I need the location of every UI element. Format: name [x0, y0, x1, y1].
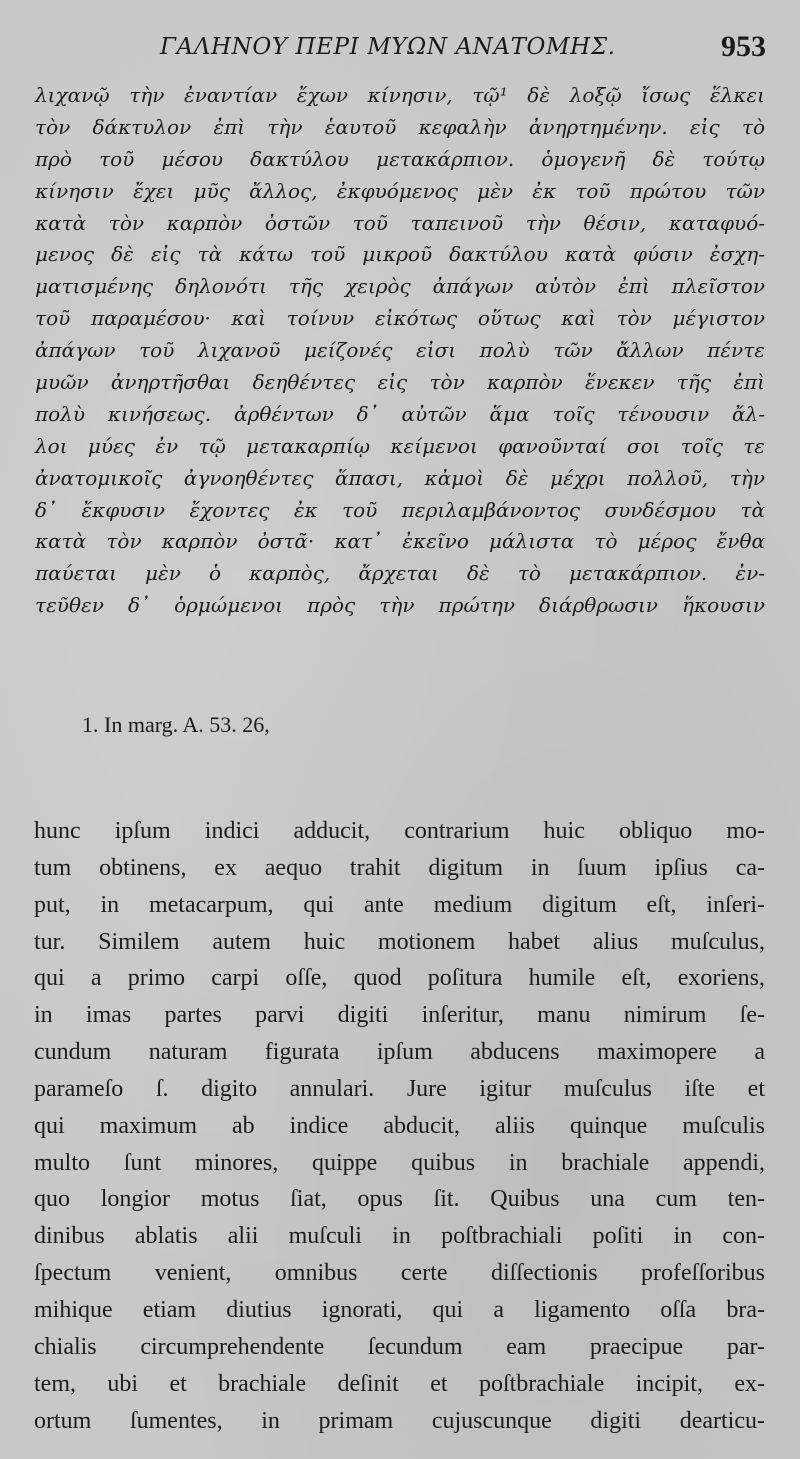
- latin-line: chialis circumprehendente ſecundum eam praecipue par-: [34, 1333, 765, 1360]
- latin-line: tur. Similem autem huic motionem habet alius muſculus,: [34, 928, 765, 955]
- latin-line: quo longior motus ſiat, opus ſit. Quibus una cum ten-: [34, 1186, 765, 1213]
- greek-line: λιχανῷ τὴν ἐναντίαν ἔχων κίνησιν, τῷ¹ δὲ λοξῷ ἴσως ἕλκει: [35, 83, 765, 107]
- greek-line: παύεται μὲν ὁ καρπὸς, ἄρχεται δὲ τὸ μετακάρπιον. ἐν-: [35, 561, 765, 586]
- greek-line: πολὺ κινήσεως. ἀρθέντων δ᾽ αὐτῶν ἅμα τοῖς τένουσιν ἄλ-: [35, 401, 765, 426]
- greek-line: κατὰ τὸν καρπὸν ὀστῶν τοῦ ταπεινοῦ τὴν θέσιν, καταφυό-: [35, 210, 765, 235]
- latin-line: ſpectum venient, omnibus certe diſſectionis profeſſoribus: [34, 1260, 765, 1287]
- latin-line: hunc ipſum indici adducit, contrarium huic obliquo mo-: [34, 818, 765, 844]
- footnote: 1. In marg. A. 53. 26,: [82, 712, 270, 737]
- latin-line: qui maximum ab indice abducit, aliis quinque muſculis: [34, 1112, 765, 1139]
- greek-line: ματισμένης δηλονότι τῆς χειρὸς ἀπάγων αὐτὸν ἐπὶ πλεῖστον: [35, 274, 765, 299]
- latin-line: ortum ſumentes, in primam cujuscunque digiti dearticu-: [34, 1407, 765, 1434]
- greek-line: πρὸ τοῦ μέσου δακτύλου μετακάρπιον. ὁμογενῆ δὲ τούτῳ: [35, 146, 765, 171]
- greek-line: κίνησιν ἔχει μῦς ἄλλος, ἐκφυόμενος μὲν ἐκ τοῦ πρώτου τῶν: [35, 178, 765, 203]
- page-number: 953: [721, 30, 766, 63]
- greek-line: ἀπάγων τοῦ λιχανοῦ μείζονές εἰσι πολὺ τῶν ἄλλων πέντε: [35, 338, 765, 363]
- greek-line: κατὰ τὸν καρπὸν ὀστᾶ· κατ᾽ ἐκεῖνο μάλιστα τὸ μέρος ἔνθα: [35, 529, 765, 554]
- latin-line: mihique etiam diutius ignorati, qui a ligamento oſſa bra-: [34, 1296, 765, 1323]
- latin-line: parameſo ſ. digito annulari. Jure igitur muſculus iſte et: [34, 1075, 765, 1102]
- greek-text-block: [35, 80, 765, 622]
- latin-line: tum obtinens, ex aequo trahit digitum in ſuum ipſius ca-: [34, 854, 765, 881]
- greek-line: μυῶν ἀνηρτῆσθαι δεηθέντες εἰς τὸν καρπὸν ἕνεκεν τῆς ἐπὶ: [35, 370, 765, 395]
- running-title: ΓΑΛΗΝΟΥ ΠΕΡΙ ΜΥΩΝ ΑΝΑΤΟΜΗΣ.: [160, 34, 616, 60]
- greek-line: τοῦ παραμέσου· καὶ τοίνυν εἰκότως οὕτως καὶ τὸν μέγιστον: [35, 306, 765, 331]
- latin-text-block: [34, 813, 765, 1439]
- greek-line: τεῦθεν δ᾽ ὁρμώμενοι πρὸς τὴν πρώτην διάρθρωσιν ἥκουσιν: [35, 593, 765, 618]
- latin-line: put, in metacarpum, qui ante medium digitum eſt, inſeri-: [34, 891, 765, 918]
- greek-line: λοι μύες ἐν τῷ μετακαρπίῳ κείμενοι φανοῦνταί σοι τοῖς τε: [35, 433, 765, 458]
- greek-line: δ᾽ ἔκφυσιν ἔχοντες ἐκ τοῦ περιλαμβάνοντος συνδέσμου τὰ: [35, 497, 765, 522]
- latin-line: multo ſunt minores, quippe quibus in brachiale appendi,: [34, 1149, 765, 1176]
- greek-line: τὸν δάκτυλον ἐπὶ τὴν ἑαυτοῦ κεφαλὴν ἀνηρτημένην. εἰς τὸ: [35, 114, 765, 139]
- latin-line: tem, ubi et brachiale deſinit et poſtbrachiale incipit, ex-: [34, 1370, 765, 1397]
- greek-line: ἀνατομικοῖς ἀγνοηθέντες ἅπασι, κἀμοὶ δὲ μέχρι πολλοῦ, τὴν: [35, 465, 765, 490]
- latin-line: qui a primo carpi oſſe, quod poſitura humile eſt, exoriens,: [34, 965, 765, 992]
- latin-line: cundum naturam figurata ipſum abducens maximopere a: [34, 1039, 765, 1066]
- latin-line: dinibus ablatis alii muſculi in poſtbrachiali poſiti in con-: [34, 1223, 765, 1250]
- greek-line: μενος δὲ εἰς τὰ κάτω τοῦ μικροῦ δακτύλου κατὰ φύσιν ἐσχη-: [35, 242, 765, 267]
- latin-line: in imas partes parvi digiti inſeritur, manu nimirum ſe-: [34, 1002, 765, 1029]
- running-head: [0, 30, 800, 70]
